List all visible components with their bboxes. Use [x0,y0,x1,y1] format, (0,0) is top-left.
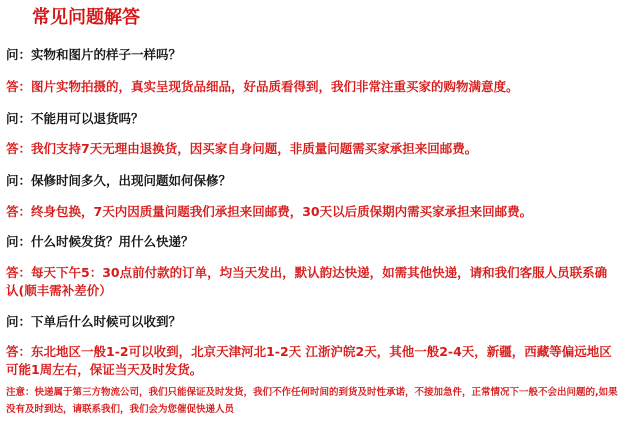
faq-answer: 答：东北地区一般1-2可以收到，北京天津河北1-2天 江浙沪皖2天，其他一般2-4天，新疆，西藏等偏远地区可能1周左右，保证当天及时发货。 [6,344,612,377]
faq-question: 问：保修时间多久，出现问题如何保修？ [6,173,232,188]
faq-question: 问：不能用可以退货吗？ [6,111,144,126]
faq-answer: 答：每天下午5：30点前付款的订单，均当天发出，默认韵达快递，如需其他快递，请和我们客服人员联系确认(顺丰需补差价） [6,265,608,298]
faq-answer: 答：图片实物拍摄的，真实呈现货品细品，好品质看得到，我们非常注重买家的购物满意度。 [6,79,519,94]
shipping-notice: 注意：快递属于第三方物流公司，我们只能保证及时发货，我们不作任何时间的到货及时性承诺，不接加急件，正常情况下一般不会出问题的,如果没有及时到达，请联系我们，我们会为您催促快递人员 [6,387,618,415]
faq-answer: 答：终身包换，7天内因质量问题我们承担来回邮费，30天以后质保期内需买家承担来回邮费。 [6,204,533,219]
faq-question: 问：什么时候发货？用什么快递？ [6,234,194,249]
faq-answer: 答：我们支持7天无理由退换货，因买家自身问题，非质量问题需买家承担来回邮费。 [6,141,478,156]
faq-question: 问：下单后什么时候可以收到？ [6,314,182,329]
faq-question: 问：实物和图片的样子一样吗？ [6,47,182,62]
page-title: 常见问题解答 [32,7,140,28]
